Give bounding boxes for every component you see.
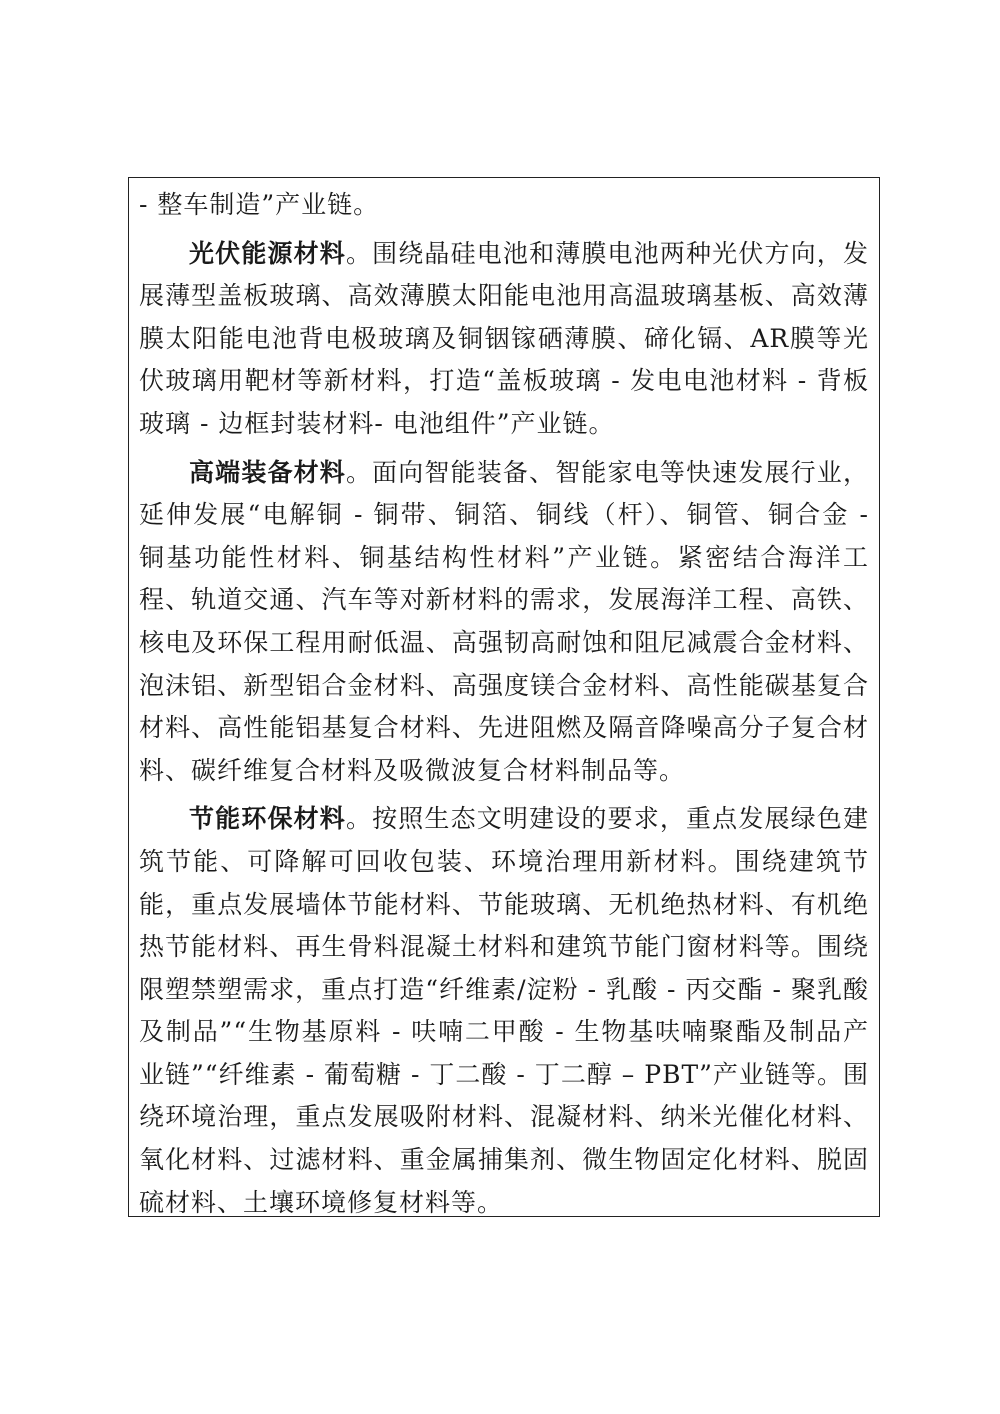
section-heading-high-end-equipment: 高端装备材料 (189, 457, 346, 487)
paragraph-text: 。围绕晶硅电池和薄膜电池两种光伏方向，发展薄型盖板玻璃、高效薄膜太阳能电池用高温玻璃基板、高效薄膜太阳能电池背电极玻璃及铜铟镓硒薄膜、碲化镉、AR膜等光伏玻璃用靶材等新材料，打造“盖板玻璃 - 发电电池材料 - 背板玻璃 - 边框封装材料- 电池组件”产业链。 (139, 238, 869, 438)
paragraph-continuation (139, 184, 869, 227)
paragraph-text: - 整车制造”产业链。 (139, 190, 380, 219)
section-heading-energy-saving: 节能环保材料 (189, 804, 346, 834)
paragraph-high-end-equipment (139, 452, 869, 793)
content-box (128, 177, 880, 1217)
section-heading-photovoltaic: 光伏能源材料 (189, 238, 346, 268)
paragraph-text: 。面向智能装备、智能家电等快速发展行业，延伸发展“电解铜 - 铜带、铜箔、铜线（杆）、铜管、铜合金 - 铜基功能性材料、铜基结构性材料”产业链。紧密结合海洋工程、轨道交通、汽车等对新材料的需求，发展海洋工程、高铁、核电及环保工程用耐低温、高强韧高耐蚀和阻尼减震合金材料、泡沫铝、新型铝合金材料、高强度镁合金材料、高性能碳基复合材料、高性能铝基复合材料、先进阻燃及隔音降噪高分子复合材料、碳纤维复合材料及吸微波复合材料制品等。 (139, 457, 869, 785)
paragraph-text: 。按照生态文明建设的要求，重点发展绿色建筑节能、可降解可回收包装、环境治理用新材料。围绕建筑节能，重点发展墙体节能材料、节能玻璃、无机绝热材料、有机绝热节能材料、再生骨料混凝土材料和建筑节能门窗材料等。围绕限塑禁塑需求，重点打造“纤维素/淀粉 - 乳酸 - 丙交酯 - 聚乳酸及制品”“生物基原料 - 呋喃二甲酸 - 生物基呋喃聚酯及制品产业链”“纤维素 - 葡萄糖 - 丁二酸 - 丁二醇 – PBT”产业链等。围绕环境治理，重点发展吸附材料、混凝材料、纳米光催化材料、氧化材料、过滤材料、重金属捕集剂、微生物固定化材料、脱固硫材料、土壤环境修复材料等。 (139, 804, 869, 1217)
paragraph-energy-saving (139, 798, 869, 1224)
paragraph-photovoltaic (139, 233, 869, 446)
